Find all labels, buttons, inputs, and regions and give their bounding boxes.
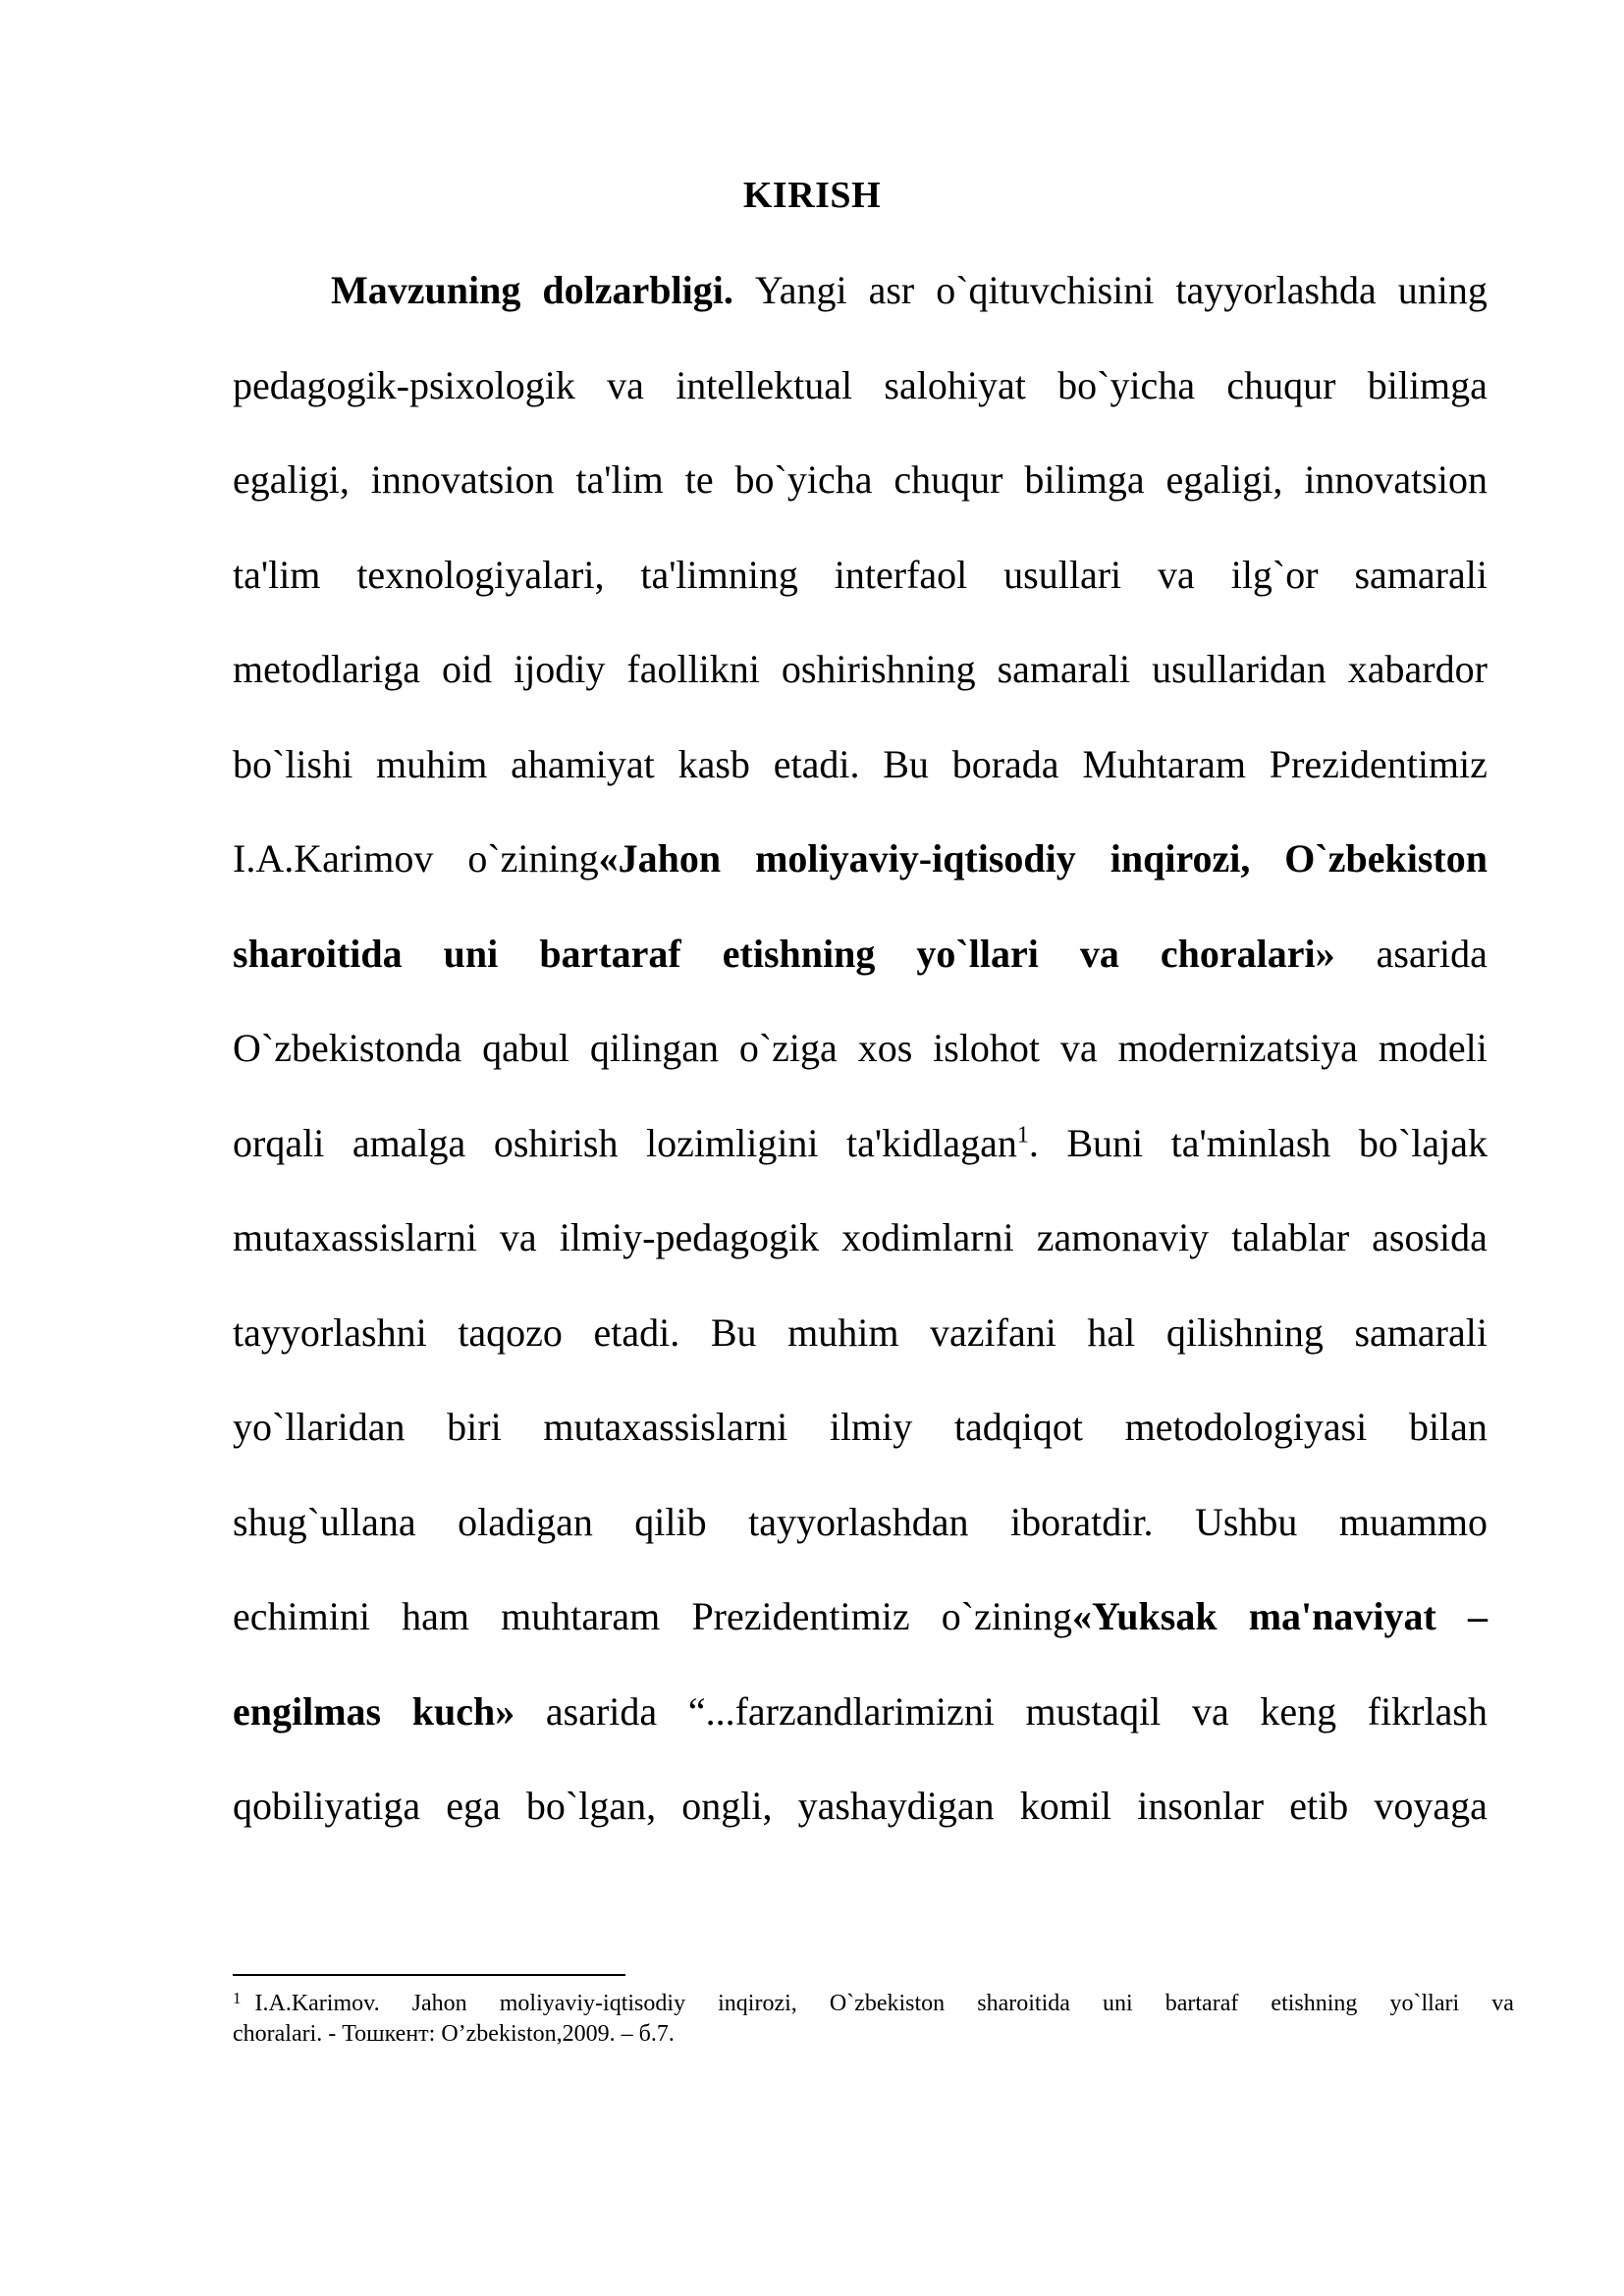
word: tayyorlashni	[233, 1309, 427, 1355]
word: keng	[1260, 1688, 1337, 1734]
word: o`zining«Jahon	[467, 836, 722, 881]
text-line	[233, 548, 1488, 643]
word: ta'lim	[575, 457, 664, 502]
word: mutaxassislarni	[233, 1215, 477, 1259]
footnote-word: sharoitida	[977, 1991, 1070, 2016]
word: salohiyat	[884, 362, 1026, 407]
footnote-word: va	[1491, 1991, 1514, 2016]
bold-text: ma'naviyat	[1248, 1594, 1436, 1638]
bold-text: choralari»	[1160, 931, 1335, 976]
word: texnologiyalari,	[356, 552, 605, 597]
bold-text: va	[1079, 931, 1119, 976]
footnote-separator	[233, 1974, 625, 1976]
word: talablar	[1231, 1215, 1350, 1259]
word: oshirish	[493, 1120, 619, 1165]
word: komil	[1019, 1784, 1112, 1828]
word: qilishning	[1165, 1309, 1324, 1355]
word: tayyorlashdan	[748, 1499, 969, 1544]
word	[331, 263, 520, 318]
word	[412, 1684, 515, 1739]
word: o`zining«Yuksak	[941, 1594, 1218, 1638]
word: borada	[951, 741, 1059, 786]
word: faollikni	[626, 647, 760, 691]
word: usullaridan	[1152, 647, 1326, 691]
word	[233, 927, 403, 982]
word: ilg`or	[1230, 552, 1319, 597]
word: ta'lim	[233, 552, 321, 597]
word: zamonaviy	[1036, 1215, 1210, 1259]
word: mutaxassislarni	[543, 1405, 788, 1449]
word: qobiliyatiga	[233, 1784, 421, 1828]
word: samarali	[1354, 552, 1488, 597]
footnote-mark-wrap: $^1$ I.A.Karimov.	[233, 1989, 380, 2016]
word: Buni	[1066, 1120, 1144, 1165]
word: hal	[1087, 1309, 1136, 1355]
word: orqali	[233, 1120, 325, 1165]
word: asr	[868, 268, 915, 312]
word: Muhtaram	[1082, 741, 1246, 786]
word	[233, 1684, 381, 1739]
word: chuqur	[893, 457, 1003, 502]
word: ham	[402, 1594, 469, 1638]
footnote-word: moliyaviy-iqtisodiy	[499, 1991, 686, 2016]
word: voyaga	[1374, 1784, 1488, 1828]
bold-text: «Yuksak	[1072, 1594, 1218, 1638]
word: ilmiy	[829, 1405, 913, 1449]
word	[539, 927, 680, 982]
word: oladigan	[458, 1499, 593, 1544]
word: Yangi	[754, 268, 847, 312]
word: innovatsion	[1304, 457, 1488, 502]
word: oshirishning	[781, 647, 976, 691]
text-line	[233, 1116, 1488, 1211]
text-line	[233, 1495, 1488, 1590]
word: bilan	[1408, 1405, 1488, 1449]
word: modernizatsiya	[1117, 1026, 1358, 1070]
word: kasb	[677, 741, 750, 786]
word: etadi.	[773, 741, 860, 786]
word: insonlar	[1137, 1784, 1265, 1828]
word: usullari	[1003, 552, 1122, 597]
footnote-word: uni	[1102, 1991, 1133, 2016]
word: bo`yicha	[734, 457, 873, 502]
text-line	[233, 642, 1488, 737]
word: qilib	[634, 1499, 707, 1544]
word: pedagogik-psixologik	[233, 362, 575, 407]
word	[1468, 1589, 1488, 1644]
text-line	[233, 1400, 1488, 1495]
word: chuqur	[1226, 362, 1336, 407]
word: fikrlash	[1367, 1688, 1488, 1734]
word: muhim	[787, 1309, 899, 1355]
word: I.A.Karimov	[233, 836, 434, 881]
word: o`ziga	[738, 1026, 838, 1070]
word: va	[1158, 552, 1195, 597]
footnote-word: etishning	[1271, 1991, 1358, 2016]
text-line	[233, 737, 1488, 832]
footnote-word: O`zbekiston	[829, 1991, 946, 2016]
word: xodimlarni	[841, 1215, 1014, 1259]
bold-text: engilmas	[233, 1688, 382, 1734]
word: uning	[1397, 268, 1488, 312]
word: yashaydigan	[797, 1784, 995, 1828]
bold-text: inqirozi,	[1110, 836, 1251, 881]
word: metodlariga	[233, 647, 421, 691]
word: asosida	[1372, 1215, 1488, 1259]
bold-text: bartaraf	[539, 931, 681, 976]
bold-text: sharoitida	[233, 931, 403, 976]
text-line	[233, 263, 1488, 358]
word: egaligi,	[233, 457, 350, 502]
footnote-word: Jahon	[411, 1991, 467, 2016]
word: Prezidentimiz	[1269, 741, 1488, 786]
word: xabardor	[1347, 647, 1488, 691]
word: ta'minlash	[1170, 1120, 1331, 1165]
word: Ushbu	[1194, 1499, 1298, 1544]
word: etib	[1289, 1784, 1349, 1828]
footnote-mark: 1	[233, 1989, 242, 2007]
word	[542, 263, 732, 318]
word	[1284, 831, 1488, 886]
bold-text: kuch»	[411, 1688, 515, 1734]
word: etadi.	[593, 1309, 680, 1355]
word: shug`ullana	[233, 1499, 416, 1544]
word: ta'kidlagan$^1$.	[846, 1120, 1039, 1165]
footnote-reference: 1	[1016, 1122, 1029, 1148]
text-line	[233, 1021, 1488, 1116]
footnote-word: bartaraf	[1164, 1991, 1239, 2016]
word: bo`yicha	[1057, 362, 1196, 407]
word: asarida	[545, 1688, 658, 1734]
word	[916, 927, 1038, 982]
word: ega	[446, 1784, 501, 1828]
bold-text: –	[1467, 1594, 1488, 1638]
word	[1080, 927, 1119, 982]
word: intellektual	[676, 362, 853, 407]
word: ahamiyat	[511, 741, 655, 786]
footnote-line-1	[233, 1989, 1514, 2019]
word: ilmiy-pedagogik	[559, 1215, 820, 1259]
footnote-word: yo`llari	[1389, 1991, 1460, 2016]
word	[1161, 927, 1335, 982]
bold-text: «Jahon	[598, 836, 722, 881]
word: modeli	[1378, 1026, 1488, 1070]
word: “...farzandlarimizni	[687, 1688, 995, 1734]
word: innovatsion	[370, 457, 555, 502]
word: iboratdir.	[1009, 1499, 1154, 1544]
word: samarali	[1354, 1309, 1488, 1355]
bold-text: yo`llari	[916, 931, 1039, 976]
word: ta'limning	[640, 552, 798, 597]
word: metodologiyasi	[1124, 1405, 1368, 1449]
word: bo`lajak	[1358, 1120, 1488, 1165]
word: bilimga	[1024, 457, 1145, 502]
word	[1110, 831, 1251, 886]
text-line	[233, 831, 1488, 927]
word: te	[684, 457, 714, 502]
word	[444, 927, 499, 982]
word: va	[1059, 1026, 1098, 1070]
word: interfaol	[834, 552, 968, 597]
text-line	[233, 358, 1488, 454]
text-line	[233, 1684, 1488, 1780]
text-line	[233, 927, 1488, 1022]
bold-text: etishning	[722, 931, 876, 976]
word: bo`lishi	[233, 741, 353, 786]
word: amalga	[352, 1120, 466, 1165]
word: muammo	[1338, 1499, 1488, 1544]
word: qabul	[482, 1026, 570, 1070]
section-heading: KIRISH	[742, 175, 882, 216]
word	[1249, 1589, 1436, 1644]
word: muhtaram	[501, 1594, 661, 1638]
body-paragraph	[233, 263, 1488, 1874]
footnote	[233, 1989, 1514, 2050]
footnote-word: inqirozi,	[718, 1991, 797, 2016]
word: asarida	[1376, 931, 1488, 976]
word: Prezidentimiz	[691, 1594, 910, 1638]
word: qilingan	[589, 1026, 719, 1070]
word: tadqiqot	[953, 1405, 1084, 1449]
word: va	[607, 362, 644, 407]
word: echimini	[233, 1594, 370, 1638]
text-line	[233, 453, 1488, 548]
word: tayyorlashda	[1175, 268, 1377, 312]
word: xos	[857, 1026, 913, 1070]
word: muhim	[376, 741, 488, 786]
word: va	[1191, 1688, 1229, 1734]
word	[723, 927, 876, 982]
word: islohot	[933, 1026, 1041, 1070]
word: taqozo	[458, 1309, 563, 1355]
word: oid	[442, 647, 493, 691]
word: bilimga	[1367, 362, 1488, 407]
text-line	[233, 1779, 1488, 1874]
word: O`zbekistonda	[233, 1026, 462, 1070]
word: vazifani	[930, 1309, 1056, 1355]
bold-text: O`zbekiston	[1284, 836, 1488, 881]
footnote-line-2: choralari. - Тошкент: O’zbekiston,2009. – б.7.	[233, 2021, 675, 2047]
word	[755, 831, 1076, 886]
bold-text: dolzarbligi.	[542, 268, 733, 312]
word: o`qituvchisini	[936, 268, 1155, 312]
text-line	[233, 1210, 1488, 1306]
word: mustaqil	[1025, 1688, 1162, 1734]
word: yo`llaridan	[233, 1405, 406, 1449]
word: biri	[447, 1405, 502, 1449]
word: ijodiy	[514, 647, 606, 691]
bold-text: uni	[443, 931, 499, 976]
word: bo`lgan,	[525, 1784, 657, 1828]
word: lozimligini	[646, 1120, 819, 1165]
bold-text: Mavzuning	[331, 268, 521, 312]
word: ongli,	[681, 1784, 773, 1828]
word: samarali	[997, 647, 1131, 691]
word: Bu	[883, 741, 929, 786]
word: va	[499, 1215, 537, 1259]
bold-text: moliyaviy-iqtisodiy	[755, 836, 1076, 881]
text-line	[233, 1589, 1488, 1684]
text-line	[233, 1306, 1488, 1401]
word: Bu	[710, 1309, 757, 1355]
word: egaligi,	[1165, 457, 1283, 502]
